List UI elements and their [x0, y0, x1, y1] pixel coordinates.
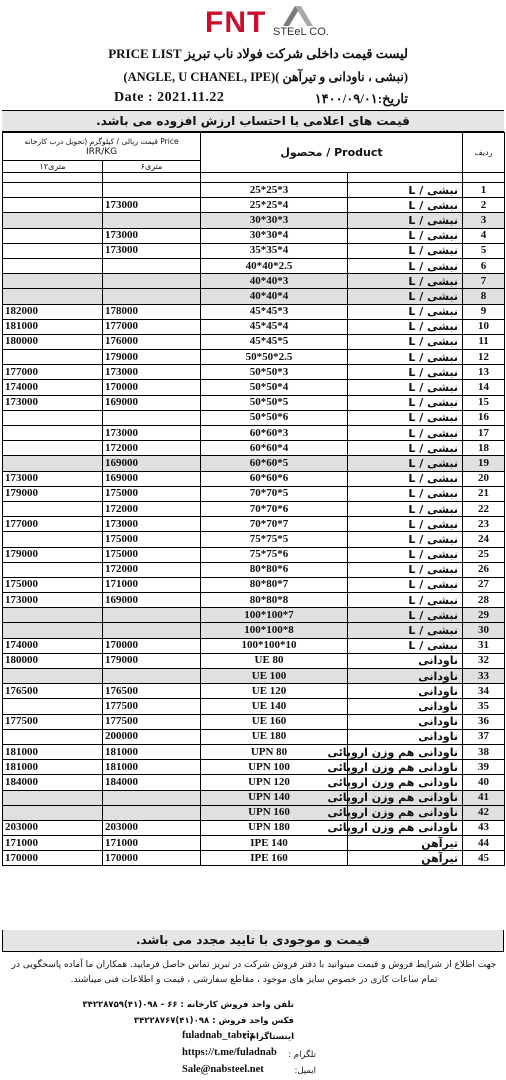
table-row: [3, 593, 505, 608]
table-row: [3, 562, 505, 577]
product-type-cell: نبشی / L: [348, 471, 463, 486]
product-type-cell: نبشی / L: [348, 304, 463, 319]
product-size-cell: UPN 140: [201, 790, 348, 805]
instagram-label: اینستاگرام :: [243, 1032, 294, 1042]
row-number-cell: 9: [463, 304, 505, 319]
price-12m-cell: [3, 790, 103, 805]
table-row: [3, 304, 505, 319]
price-6m-cell: 175000: [103, 486, 201, 501]
table-row: [3, 653, 505, 668]
price-12m-cell: [3, 699, 103, 714]
row-number-cell: 45: [463, 851, 505, 866]
table-row: [3, 243, 505, 258]
product-size-cell: 100*100*7: [201, 608, 348, 623]
product-type-cell: ناودانی هم وزن اروپائی: [348, 760, 463, 775]
price-12m-cell: 170000: [3, 851, 103, 866]
email-label: ایمیل:: [294, 1066, 316, 1076]
row-number-cell: 40: [463, 775, 505, 790]
price-6m-cell: [103, 258, 201, 273]
price-6m-cell: 170000: [103, 851, 201, 866]
row-number-cell: 10: [463, 319, 505, 334]
product-type-cell: نبشی / L: [348, 213, 463, 228]
price-6m-cell: [103, 274, 201, 289]
product-type-cell: نبشی / L: [348, 456, 463, 471]
row-number-cell: 36: [463, 714, 505, 729]
product-size-cell: UE 180: [201, 729, 348, 744]
price-12m-cell: 177500: [3, 714, 103, 729]
row-number-cell: 21: [463, 486, 505, 501]
table-row: [3, 699, 505, 714]
table-row: [3, 805, 505, 820]
price-table: [2, 132, 505, 866]
row-number-cell: 11: [463, 334, 505, 349]
product-size-cell: IPE 140: [201, 836, 348, 851]
spacer-row: [3, 173, 505, 183]
table-row: [3, 471, 505, 486]
price-6m-cell: 179000: [103, 350, 201, 365]
row-number-cell: 28: [463, 593, 505, 608]
row-number-cell: 27: [463, 577, 505, 592]
telegram-label: تلگرام :: [288, 1050, 316, 1060]
table-row: [3, 380, 505, 395]
product-size-cell: 30*30*3: [201, 213, 348, 228]
table-row: [3, 775, 505, 790]
table-row: [3, 228, 505, 243]
footer-note: جهت اطلاع از شرایط فروش و قیمت میتوانید با دفتر فروش شرکت در تبریز تماس حاصل فرمایید. همکاران ما آماده پاسخگویی در تمام ساعات کاری در خصوص سایز های موجود ، مقاطع سفارشی ، قیمت و اطلاعات فنی میباشند.: [11, 960, 497, 985]
price-12m-cell: [3, 532, 103, 547]
price-12m-cell: 174000: [3, 380, 103, 395]
price-12m-cell: 173000: [3, 395, 103, 410]
product-type-cell: نبشی / L: [348, 501, 463, 516]
row-number-cell: 13: [463, 365, 505, 380]
product-size-cell: UE 100: [201, 669, 348, 684]
product-size-cell: UE 160: [201, 714, 348, 729]
product-type-cell: ناودانی هم وزن اروپائی: [348, 775, 463, 790]
product-type-cell: نبشی / L: [348, 183, 463, 198]
product-size-cell: 25*25*3: [201, 183, 348, 198]
product-size-cell: 100*100*8: [201, 623, 348, 638]
table-row: [3, 410, 505, 425]
product-size-cell: UPN 180: [201, 820, 348, 835]
telegram-link[interactable]: https://t.me/fuladnab: [182, 1047, 277, 1058]
product-type-cell: ناودانی: [348, 699, 463, 714]
row-number-cell: 8: [463, 289, 505, 304]
row-number-cell: 39: [463, 760, 505, 775]
price-12m-cell: [3, 350, 103, 365]
row-number-cell: 12: [463, 350, 505, 365]
product-type-cell: نبشی / L: [348, 608, 463, 623]
price-12m-cell: [3, 198, 103, 213]
row-number-cell: 22: [463, 501, 505, 516]
table-row: [3, 547, 505, 562]
price-12m-cell: 175000: [3, 577, 103, 592]
price-6m-cell: [103, 608, 201, 623]
product-size-cell: 45*45*5: [201, 334, 348, 349]
price-6m-cell: 173000: [103, 228, 201, 243]
price-6m-cell: 170000: [103, 638, 201, 653]
price-12m-cell: 174000: [3, 638, 103, 653]
table-row: [3, 714, 505, 729]
product-size-cell: 70*70*6: [201, 501, 348, 516]
price-12m-cell: 181000: [3, 744, 103, 759]
product-size-cell: 40*40*4: [201, 289, 348, 304]
table-row: [3, 441, 505, 456]
row-number-cell: 44: [463, 836, 505, 851]
price-6m-cell: [103, 623, 201, 638]
table-row: [3, 517, 505, 532]
price-6m-cell: 178000: [103, 304, 201, 319]
table-row: [3, 456, 505, 471]
table-row: [3, 334, 505, 349]
product-type-cell: نبشی / L: [348, 350, 463, 365]
row-number-cell: 16: [463, 410, 505, 425]
product-type-cell: نبشی / L: [348, 577, 463, 592]
product-size-cell: 80*80*6: [201, 562, 348, 577]
product-type-cell: نبشی / L: [348, 243, 463, 258]
price-6m-cell: [103, 289, 201, 304]
product-type-cell: نبشی / L: [348, 380, 463, 395]
product-size-cell: 70*70*7: [201, 517, 348, 532]
price-6m-cell: 173000: [103, 426, 201, 441]
table-row: [3, 198, 505, 213]
factory-phone: تلفن واحد فروش کارخانه : ۶۶ - ۰۹۸(۴۱)۳۴۲۲۸۷۵۹: [82, 1000, 294, 1010]
price-6m-cell: 169000: [103, 471, 201, 486]
row-number-cell: 5: [463, 243, 505, 258]
price-6m-cell: [103, 213, 201, 228]
price-header-text: قیمت ریالی / کیلوگرم (تحویل درب کارخانه Price: [24, 136, 179, 146]
row-number-cell: 19: [463, 456, 505, 471]
stock-notice: قیمت و موجودی با تایید مجدد می باشد.: [2, 930, 504, 952]
table-row: [3, 350, 505, 365]
product-type-cell: ناودانی: [348, 729, 463, 744]
price-12m-cell: [3, 228, 103, 243]
product-type-cell: ناودانی هم وزن اروپائی: [348, 805, 463, 820]
table-row: [3, 851, 505, 866]
row-number-cell: 17: [463, 426, 505, 441]
row-number-header: ردیف: [463, 133, 505, 173]
row-number-cell: 42: [463, 805, 505, 820]
price-12m-cell: [3, 623, 103, 638]
price-12m-cell: 179000: [3, 486, 103, 501]
table-row: [3, 836, 505, 851]
table-row: [3, 729, 505, 744]
product-size-cell: 50*50*5: [201, 395, 348, 410]
price-12m-cell: [3, 562, 103, 577]
product-size-cell: 80*80*8: [201, 593, 348, 608]
price-12m-cell: [3, 258, 103, 273]
price-12m-cell: 171000: [3, 836, 103, 851]
price-6m-cell: 169000: [103, 456, 201, 471]
row-number-cell: 18: [463, 441, 505, 456]
row-number-cell: 37: [463, 729, 505, 744]
product-type-cell: ناودانی: [348, 653, 463, 668]
price-6m-cell: [103, 790, 201, 805]
product-size-cell: UE 140: [201, 699, 348, 714]
product-size-cell: 30*30*4: [201, 228, 348, 243]
product-type-cell: نبشی / L: [348, 623, 463, 638]
price-12m-cell: [3, 410, 103, 425]
product-size-cell: UE 80: [201, 653, 348, 668]
product-type-cell: نبشی / L: [348, 638, 463, 653]
product-type-cell: نبشی / L: [348, 562, 463, 577]
table-row: [3, 319, 505, 334]
price-6m-cell: 171000: [103, 836, 201, 851]
table-row: [3, 820, 505, 835]
price-12m-cell: [3, 243, 103, 258]
price-6m-cell: 175000: [103, 532, 201, 547]
table-row: [3, 608, 505, 623]
price-12m-cell: 179000: [3, 547, 103, 562]
date-persian: تاریخ:۱۴۰۰/۰۹/۰۱: [314, 91, 408, 106]
product-size-cell: 35*35*4: [201, 243, 348, 258]
price-12m-cell: 203000: [3, 820, 103, 835]
table-row: [3, 486, 505, 501]
table-row: [3, 501, 505, 516]
product-size-cell: 25*25*4: [201, 198, 348, 213]
row-number-cell: 1: [463, 183, 505, 198]
price-12m-cell: 173000: [3, 471, 103, 486]
row-number-cell: 26: [463, 562, 505, 577]
product-type-cell: نبشی / L: [348, 410, 463, 425]
row-number-cell: 14: [463, 380, 505, 395]
price-12m-cell: [3, 608, 103, 623]
col-6m-header: ۶متری: [103, 161, 201, 173]
product-type-cell: نبشی / L: [348, 486, 463, 501]
table-row: [3, 395, 505, 410]
price-6m-cell: [103, 410, 201, 425]
product-size-cell: 50*50*4: [201, 380, 348, 395]
table-row: [3, 638, 505, 653]
product-type-cell: ناودانی هم وزن اروپائی: [348, 744, 463, 759]
table-row: [3, 744, 505, 759]
table-row: [3, 289, 505, 304]
price-6m-cell: 169000: [103, 395, 201, 410]
price-12m-cell: [3, 729, 103, 744]
logo-mark-icon: [279, 4, 321, 28]
product-size-cell: 70*70*5: [201, 486, 348, 501]
table-row: [3, 532, 505, 547]
price-12m-cell: 177000: [3, 365, 103, 380]
price-12m-cell: 176500: [3, 684, 103, 699]
product-type-cell: نبشی / L: [348, 441, 463, 456]
price-12m-cell: [3, 213, 103, 228]
product-type-cell: ناودانی هم وزن اروپائی: [348, 820, 463, 835]
price-12m-cell: 177000: [3, 517, 103, 532]
fax-number: فکس واحد فروش : ۰۹۸(۴۱)۳۴۲۲۸۷۶۷: [133, 1016, 294, 1026]
product-type-cell: نبشی / L: [348, 334, 463, 349]
product-size-cell: UPN 120: [201, 775, 348, 790]
product-size-cell: 50*50*3: [201, 365, 348, 380]
row-number-cell: 23: [463, 517, 505, 532]
price-12m-cell: [3, 274, 103, 289]
row-number-cell: 35: [463, 699, 505, 714]
product-size-cell: 45*45*4: [201, 319, 348, 334]
price-6m-cell: 184000: [103, 775, 201, 790]
product-type-cell: نبشی / L: [348, 289, 463, 304]
price-6m-cell: 172000: [103, 501, 201, 516]
company-logo: [205, 2, 329, 42]
table-row: [3, 669, 505, 684]
price-12m-cell: 173000: [3, 593, 103, 608]
product-type-cell: نبشی / L: [348, 395, 463, 410]
product-type-cell: نبشی / L: [348, 593, 463, 608]
product-type-cell: تیرآهن: [348, 851, 463, 866]
row-number-cell: 24: [463, 532, 505, 547]
table-row: [3, 684, 505, 699]
product-size-cell: 60*60*4: [201, 441, 348, 456]
product-size-cell: 60*60*6: [201, 471, 348, 486]
price-header-unit: IRR/KG: [85, 146, 118, 157]
row-number-cell: 6: [463, 258, 505, 273]
price-12m-cell: 181000: [3, 319, 103, 334]
product-type-cell: نبشی / L: [348, 547, 463, 562]
table-row: [3, 790, 505, 805]
row-number-cell: 4: [463, 228, 505, 243]
product-type-cell: نبشی / L: [348, 426, 463, 441]
price-6m-cell: 177000: [103, 319, 201, 334]
price-6m-cell: 173000: [103, 198, 201, 213]
price-column-header: [3, 133, 201, 161]
product-size-cell: 75*75*6: [201, 547, 348, 562]
price-12m-cell: [3, 501, 103, 516]
product-type-cell: ناودانی: [348, 684, 463, 699]
price-12m-cell: 180000: [3, 653, 103, 668]
row-number-cell: 43: [463, 820, 505, 835]
product-type-cell: نبشی / L: [348, 517, 463, 532]
product-size-cell: UE 120: [201, 684, 348, 699]
row-number-cell: 38: [463, 744, 505, 759]
product-type-cell: ناودانی: [348, 714, 463, 729]
price-6m-cell: 175000: [103, 547, 201, 562]
product-type-cell: نبشی / L: [348, 365, 463, 380]
row-number-cell: 7: [463, 274, 505, 289]
row-number-cell: 30: [463, 623, 505, 638]
table-row: [3, 577, 505, 592]
price-6m-cell: 173000: [103, 243, 201, 258]
product-size-cell: 40*40*2.5: [201, 258, 348, 273]
table-row: [3, 274, 505, 289]
price-12m-cell: [3, 669, 103, 684]
product-size-cell: 45*45*3: [201, 304, 348, 319]
price-6m-cell: 179000: [103, 653, 201, 668]
price-12m-cell: [3, 456, 103, 471]
product-type-cell: نبشی / L: [348, 274, 463, 289]
price-12m-cell: 180000: [3, 334, 103, 349]
price-12m-cell: [3, 426, 103, 441]
product-type-cell: ناودانی: [348, 669, 463, 684]
price-6m-cell: 173000: [103, 365, 201, 380]
price-6m-cell: [103, 805, 201, 820]
email-address[interactable]: Sale@nabsteel.net: [182, 1064, 264, 1075]
row-number-cell: 33: [463, 669, 505, 684]
product-size-cell: 100*100*10: [201, 638, 348, 653]
row-number-cell: 32: [463, 653, 505, 668]
price-6m-cell: [103, 183, 201, 198]
product-size-cell: 75*75*5: [201, 532, 348, 547]
product-size-cell: 50*50*2.5: [201, 350, 348, 365]
product-size-cell: 60*60*5: [201, 456, 348, 471]
row-number-cell: 15: [463, 395, 505, 410]
product-type-cell: نبشی / L: [348, 319, 463, 334]
price-6m-cell: 176000: [103, 334, 201, 349]
table-row: [3, 213, 505, 228]
product-type-cell: ناودانی هم وزن اروپائی: [348, 790, 463, 805]
logo-brand: FNT: [205, 6, 267, 39]
price-6m-cell: [103, 669, 201, 684]
product-column-header: محصول / Product: [201, 133, 463, 173]
price-6m-cell: 200000: [103, 729, 201, 744]
price-6m-cell: 172000: [103, 441, 201, 456]
product-size-cell: UPN 160: [201, 805, 348, 820]
price-12m-cell: [3, 441, 103, 456]
price-6m-cell: 176500: [103, 684, 201, 699]
table-row: [3, 623, 505, 638]
price-12m-cell: [3, 805, 103, 820]
price-6m-cell: 177500: [103, 714, 201, 729]
product-size-cell: 80*80*7: [201, 577, 348, 592]
price-12m-cell: 182000: [3, 304, 103, 319]
row-number-cell: 2: [463, 198, 505, 213]
product-type-cell: نبشی / L: [348, 532, 463, 547]
product-size-cell: IPE 160: [201, 851, 348, 866]
product-size-cell: UPN 100: [201, 760, 348, 775]
instagram-handle[interactable]: fuladnab_tabriz: [182, 1030, 255, 1041]
table-row: [3, 426, 505, 441]
row-number-cell: 41: [463, 790, 505, 805]
row-number-cell: 3: [463, 213, 505, 228]
table-row: [3, 365, 505, 380]
document-subtitle: (نبشی ، ناودانی و تیرآهن )(ANGLE, U CHANEL, IPE): [123, 70, 408, 84]
price-6m-cell: 170000: [103, 380, 201, 395]
price-6m-cell: 169000: [103, 593, 201, 608]
row-number-cell: 34: [463, 684, 505, 699]
product-size-cell: UPN 80: [201, 744, 348, 759]
product-type-cell: نبشی / L: [348, 228, 463, 243]
price-6m-cell: 172000: [103, 562, 201, 577]
date-gregorian: Date : 2021.11.22: [114, 90, 225, 105]
row-number-cell: 29: [463, 608, 505, 623]
price-6m-cell: 171000: [103, 577, 201, 592]
product-size-cell: 50*50*6: [201, 410, 348, 425]
price-6m-cell: 177500: [103, 699, 201, 714]
row-number-cell: 25: [463, 547, 505, 562]
logo-subtitle: STEeL CO.: [273, 26, 329, 38]
product-type-cell: نبشی / L: [348, 258, 463, 273]
product-size-cell: 40*40*3: [201, 274, 348, 289]
price-6m-cell: 181000: [103, 744, 201, 759]
document-title: لیست قیمت داخلی شرکت فولاد ناب تبریز PRICE LIST: [108, 46, 408, 61]
product-type-cell: نبشی / L: [348, 198, 463, 213]
table-row: [3, 760, 505, 775]
row-number-cell: 20: [463, 471, 505, 486]
table-row: [3, 183, 505, 198]
price-12m-cell: 181000: [3, 760, 103, 775]
price-6m-cell: 173000: [103, 517, 201, 532]
price-12m-cell: [3, 289, 103, 304]
price-table-body: [3, 183, 505, 866]
row-number-cell: 31: [463, 638, 505, 653]
price-12m-cell: 184000: [3, 775, 103, 790]
product-type-cell: تیرآهن: [348, 836, 463, 851]
price-12m-cell: [3, 183, 103, 198]
product-size-cell: 60*60*3: [201, 426, 348, 441]
col-12m-header: ۱۲متری: [3, 161, 103, 173]
table-row: [3, 258, 505, 273]
vat-notice: قیمت های اعلامی با احتساب ارزش افزوده می باشد.: [2, 110, 504, 132]
price-6m-cell: 181000: [103, 760, 201, 775]
price-6m-cell: 203000: [103, 820, 201, 835]
